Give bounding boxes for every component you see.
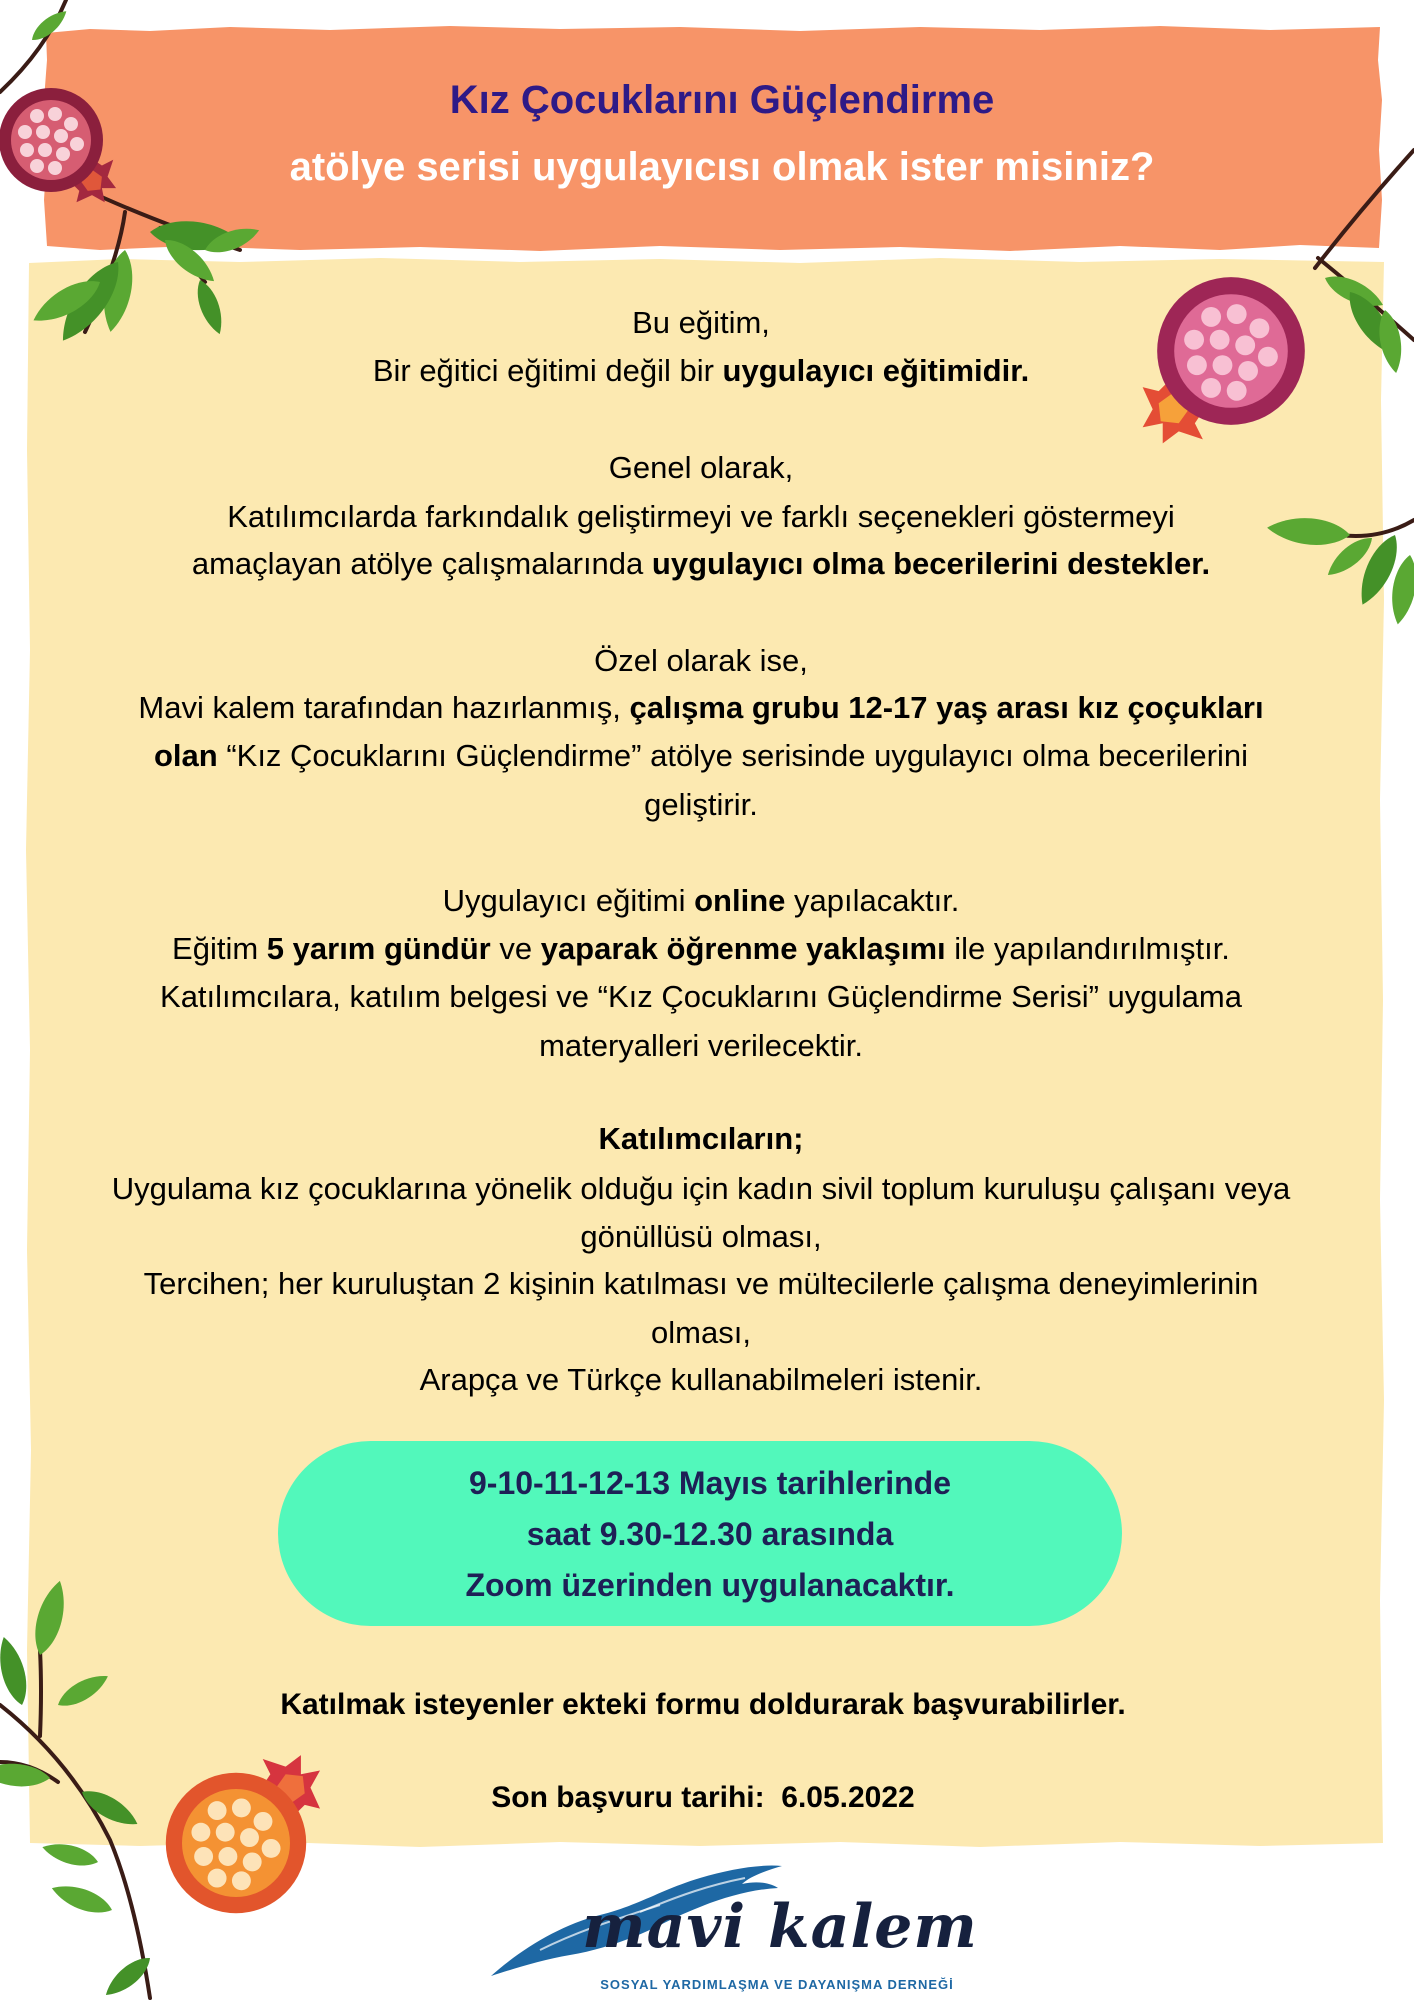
leaf-icon (40, 1838, 100, 1871)
specific-line (0, 684, 1402, 732)
schedule-platform: Zoom üzerinden uygulanacaktır. (465, 1567, 955, 1603)
page-title: Kız Çocuklarını Güçlendirme (449, 78, 995, 122)
pomegranate-icon (166, 1736, 339, 1913)
leaf-icon (27, 6, 70, 46)
general-text: amaçlayan atölye çalışmalarında (191, 546, 652, 581)
specific-text: Mavi kalem tarafından hazırlanmış, (138, 690, 630, 725)
leaf-icon (48, 1879, 115, 1920)
format-line: Katılımcılara, katılım belgesi ve “Kız Çocuklarını Güçlendirme Serisi” uygulama (160, 979, 1242, 1014)
format-emphasis: online (694, 883, 786, 918)
requirements-line: Tercihen; her kuruluştan 2 kişinin katılması ve mültecilerle çalışma deneyimlerinin (143, 1266, 1259, 1301)
schedule-time: saat 9.30-12.30 arasında (526, 1516, 894, 1552)
requirements-heading: Katılımcıların; (598, 1121, 804, 1156)
requirements-line: Uygulama kız çocuklarına yönelik olduğu için kadın sivil toplum kuruluşu çalışanı veya (111, 1171, 1291, 1206)
leaf-icon (28, 1578, 71, 1658)
specific-heading: Özel olarak ise, (594, 643, 808, 678)
specific-line (0, 732, 1402, 780)
intro-text: Bir eğitici eğitimi değil bir (372, 353, 723, 388)
specific-emphasis: çalışma grubu 12-17 yaş arası kız çoçukları (629, 690, 1264, 725)
format-text: ile yapılandırılmıştır. (945, 931, 1230, 966)
intro-emphasis: uygulayıcı eğitimidir. (722, 353, 1030, 388)
specific-emphasis: olan (153, 738, 218, 773)
specific-text: “Kız Çocuklarını Güçlendirme” atölye serisinde uygulayıcı olma becerilerini (217, 738, 1249, 773)
format-line: materyalleri verilecektir. (539, 1028, 863, 1063)
general-emphasis: uygulayıcı olma becerilerini destekler. (651, 546, 1211, 581)
general-line: Katılımcılarda farkındalık geliştirmeyi ve farklı seçenekleri göstermeyi (227, 499, 1175, 534)
format-text: ve (490, 931, 541, 966)
requirements-line: olması, (651, 1315, 751, 1350)
format-line (0, 925, 1402, 973)
requirements-line: gönüllüsü olması, (580, 1219, 822, 1254)
format-line (0, 877, 1402, 925)
specific-line: geliştirir. (644, 787, 758, 822)
format-text: Eğitim (172, 931, 267, 966)
logo-tagline: SOSYAL YARDIMLAŞMA VE DAYANIŞMA DERNEĞİ (600, 1977, 954, 1992)
format-emphasis: yaparak öğrenme yaklaşımı (540, 931, 946, 966)
format-text: yapılacaktır. (785, 883, 960, 918)
logo-name: mavi kalem (582, 1892, 978, 1962)
format-emphasis: 5 yarım gündür (266, 931, 491, 966)
format-text: Uygulayıcı eğitimi (442, 883, 695, 918)
requirements-line: Arapça ve Türkçe kullanabilmeleri istenir. (419, 1362, 983, 1397)
schedule-dates: 9-10-11-12-13 Mayıs tarihlerinde (468, 1465, 951, 1501)
general-heading: Genel olarak, (608, 450, 794, 485)
call-to-action: Katılmak isteyenler ekteki formu doldurarak başvurabilirler. (280, 1688, 1126, 1721)
general-line (0, 540, 1402, 588)
page-subtitle: atölye serisi uygulayıcısı olmak ister misiniz? (289, 145, 1155, 189)
intro-line (0, 347, 1402, 395)
intro-line: Bu eğitim, (632, 305, 770, 340)
application-deadline: Son başvuru tarihi: 6.05.2022 (491, 1781, 915, 1814)
